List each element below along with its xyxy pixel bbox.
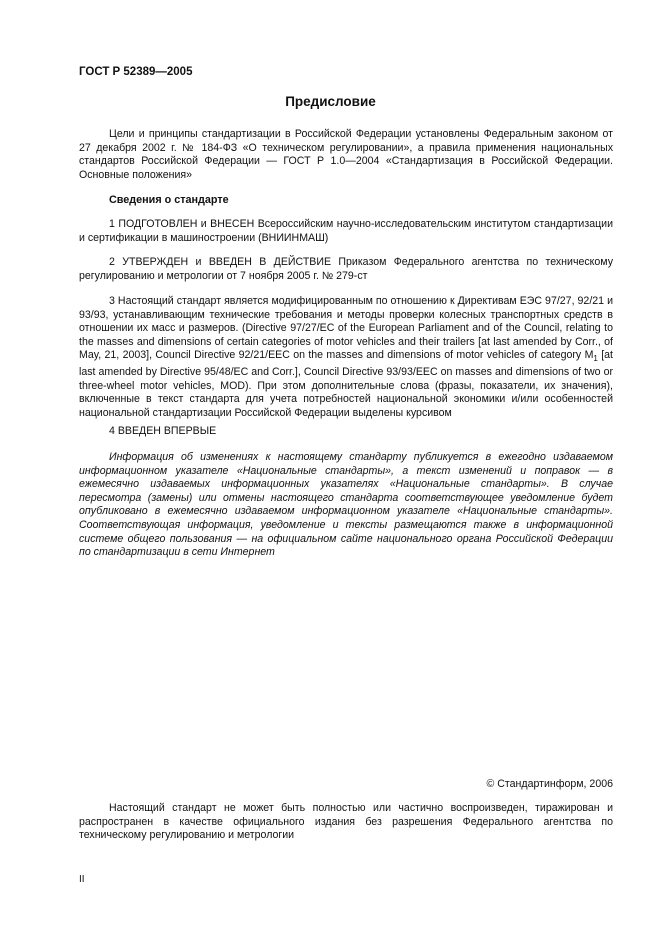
item-3-paragraph	[79, 295, 613, 420]
section-heading: Сведения о стандарте	[109, 194, 229, 206]
item-4-paragraph: 4 ВВЕДЕН ВПЕРВЫЕ	[109, 425, 217, 437]
intro-paragraph: Цели и принципы стандартизации в Российской Федерации установлены Федеральным законом от 27 декабря 2002 г. № 184-ФЗ «О техническом регулировании», а правила применения национальных стандартов Российской Федерации — ГОСТ Р 1.0—2004 «Стандартизация в Российской Федерации. Основные положения»	[79, 128, 613, 181]
item-3-subscript: 1	[593, 354, 598, 364]
reproduction-paragraph: Настоящий стандарт не может быть полностью или частично воспроизведен, тиражирован и распространен в качестве официального издания без разрешения Федерального агентства по техническому регулированию и метрологии	[79, 802, 613, 842]
item-3-text-part1: 3 Настоящий стандарт является модифицированным по отношению к Директивам ЕЭС 97/27, 92/21 и 93/93, устанавливающим технические требования и методы проверки колесных транспортных средств в отношении их масс и размеров. (Directive 97/27/EC of the European Parliament and of the Council, relating to the masses and dimensions of certain categories of motor vehicles and their trailers [at last amended by Corr., of May, 21, 2003], Council Directive 92/21/EEC on the masses and dimensions of motor vehicles of category M	[79, 295, 613, 362]
item-1-paragraph: 1 ПОДГОТОВЛЕН и ВНЕСЕН Всероссийским научно-исследовательским институтом стандартизации и сертификации в машиностроении (ВНИИНМАШ)	[79, 218, 613, 244]
copyright-line: © Стандартинформ, 2006	[486, 778, 613, 790]
document-code: ГОСТ Р 52389—2005	[79, 66, 193, 78]
item-3-text-part2: [at last amended by Directive 95/48/EC and Corr.], Council Directive 93/93/EEC on masses and dimensions of two or three-wheel motor vehicles, MOD). При этом дополнительные слова (фразы, показатели, их значения), включенные в текст стандарта для учета потребностей национальной экономики и/или особенностей национальной стандартизации Российской Федерации выделены курсивом	[79, 349, 613, 419]
item-2-paragraph: 2 УТВЕРЖДЕН и ВВЕДЕН В ДЕЙСТВИЕ Приказом Федерального агентства по техническому регулированию и метрологии от 7 ноября 2005 г. № 279-ст	[79, 256, 613, 282]
page-number: II	[79, 874, 85, 885]
page-title: Предисловие	[285, 94, 376, 109]
notice-paragraph: Информация об изменениях к настоящему стандарту публикуется в ежегодно издаваемом информационном указателе «Национальные стандарты», а текст изменений и поправок — в ежемесячно издаваемых информационных указателях «Национальные стандарты». В случае пересмотра (замены) или отмены настоящего стандарта соответствующее уведомление будет опубликовано в ежемесячно издаваемом информационном указателе «Национальные стандарты». Соответствующая информация, уведомление и тексты размещаются также в информационной системе общего пользования — на официальном сайте национального органа Российской Федерации по стандартизации в сети Интернет	[79, 451, 613, 559]
